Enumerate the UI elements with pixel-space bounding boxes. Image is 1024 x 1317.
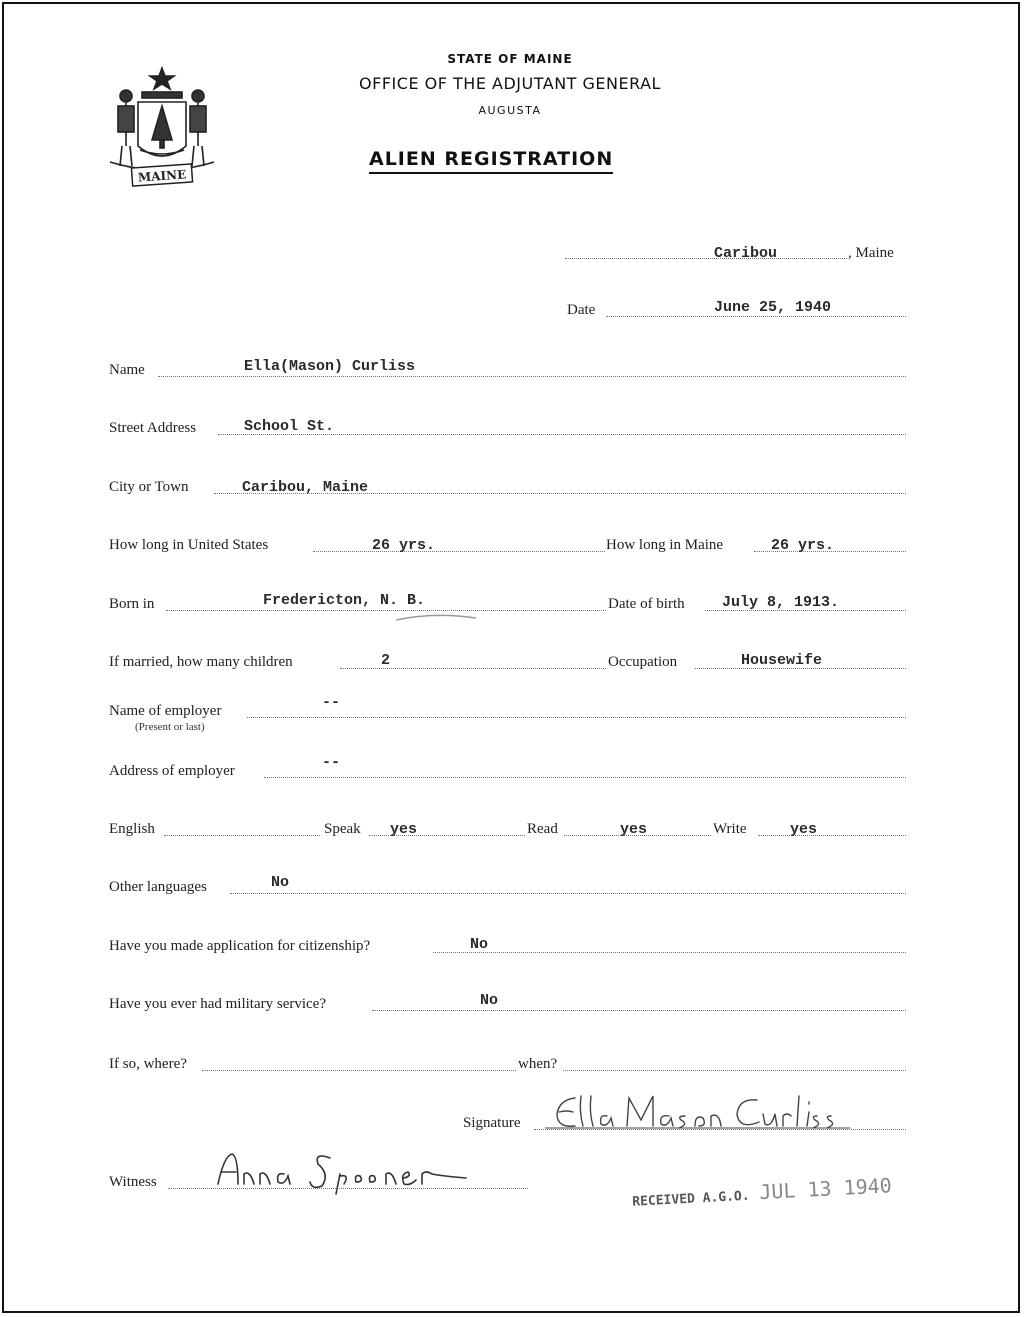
received-stamp-label: RECEIVED A.G.O. — [631, 1188, 750, 1210]
children-label: If married, how many children — [109, 654, 293, 670]
military-line — [372, 1010, 906, 1011]
citizenship-line — [433, 952, 906, 953]
maine-state-seal — [108, 66, 216, 190]
write-label: Write — [713, 821, 747, 837]
children-line — [340, 668, 606, 669]
city-value: Caribou, Maine — [242, 479, 369, 496]
employer-sublabel: (Present or last) — [135, 721, 205, 733]
city-heading: AUGUSTA — [478, 104, 542, 117]
street-address-label: Street Address — [109, 420, 197, 436]
maine-years-value: 26 yrs. — [771, 537, 835, 554]
us-years-line — [313, 551, 605, 552]
witness-handwriting — [210, 1146, 472, 1196]
employer-address-label: Address of employer — [109, 763, 235, 779]
citizenship-label: Have you made application for citizenship? — [109, 938, 371, 954]
other-languages-line — [230, 893, 906, 894]
form-title: ALIEN REGISTRATION — [369, 148, 613, 174]
name-value: Ella(Mason) Curliss — [244, 358, 416, 375]
born-in-label: Born in — [109, 596, 155, 612]
speak-label: Speak — [324, 821, 361, 837]
witness-label: Witness — [109, 1174, 157, 1190]
street-address-value: School St. — [244, 418, 335, 435]
location-town-value: Caribou — [714, 245, 778, 262]
other-languages-value: No — [271, 874, 290, 891]
received-stamp-date: JUL 13 1940 — [758, 1173, 893, 1205]
date-label: Date — [567, 302, 596, 318]
occupation-value: Housewife — [741, 652, 823, 669]
when-label: when? — [518, 1056, 558, 1072]
us-years-value: 26 yrs. — [372, 537, 436, 554]
english-label: English — [109, 821, 155, 837]
employer-address-line — [264, 777, 906, 778]
english-line — [164, 835, 320, 836]
other-languages-label: Other languages — [109, 879, 207, 895]
read-value: yes — [620, 821, 648, 838]
where-label: If so, where? — [109, 1056, 187, 1072]
date-line — [606, 316, 906, 317]
us-years-label: How long in United States — [109, 537, 269, 553]
speak-value: yes — [390, 821, 418, 838]
born-in-line — [166, 610, 606, 611]
born-in-value: Fredericton, N. B. — [263, 592, 426, 609]
pencil-underline-mark — [394, 610, 478, 624]
employer-label: Name of employer — [109, 703, 222, 719]
read-label: Read — [527, 821, 558, 837]
signature-handwriting — [545, 1088, 855, 1138]
occupation-label: Occupation — [608, 654, 678, 670]
children-value: 2 — [381, 652, 391, 669]
signature-label: Signature — [463, 1115, 521, 1131]
write-line — [758, 835, 906, 836]
name-line — [158, 376, 906, 377]
where-line — [202, 1070, 516, 1071]
city-label: City or Town — [109, 479, 189, 495]
location-state-label: , Maine — [848, 245, 894, 261]
employer-value: -- — [322, 694, 341, 711]
state-heading: STATE OF MAINE — [447, 52, 573, 66]
dob-label: Date of birth — [608, 596, 685, 612]
name-label: Name — [109, 362, 145, 378]
employer-line — [247, 717, 906, 718]
when-line — [563, 1070, 906, 1071]
citizenship-value: No — [470, 936, 489, 953]
seal-label: MAINE — [137, 167, 187, 185]
date-value: June 25, 1940 — [714, 299, 832, 316]
maine-years-label: How long in Maine — [606, 537, 724, 553]
military-value: No — [480, 992, 499, 1009]
dob-value: July 8, 1913. — [722, 594, 840, 611]
office-heading: OFFICE OF THE ADJUTANT GENERAL — [359, 74, 661, 93]
write-value: yes — [790, 821, 818, 838]
location-line — [565, 258, 847, 259]
military-label: Have you ever had military service? — [109, 996, 326, 1012]
employer-address-value: -- — [322, 754, 341, 771]
